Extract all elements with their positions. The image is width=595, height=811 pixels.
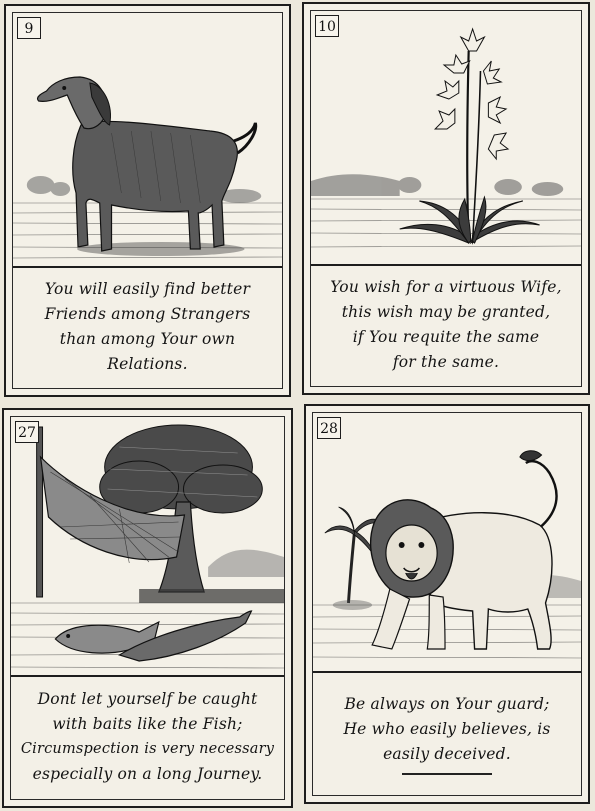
verse-line: Relations. [107, 355, 188, 373]
verse-line: this wish may be granted, [341, 303, 551, 321]
verse-flourish [402, 773, 492, 775]
verse-line: with baits like the Fish; [52, 715, 243, 733]
card-frame [10, 416, 285, 800]
lion-icon [313, 413, 581, 671]
card-verse [311, 264, 581, 386]
verse-line: Be always on Your guard; [344, 694, 550, 713]
verse-line: if You requite the same [352, 328, 540, 346]
dog-icon [13, 13, 282, 266]
verse-line: especially on a long Journey. [32, 765, 263, 783]
verse-line: Circumspection is very necessary [20, 741, 275, 757]
card-28 [304, 404, 590, 804]
verse-line: Dont let yourself be caught [37, 690, 258, 708]
card-number: 9 [17, 17, 41, 39]
card-10 [302, 2, 590, 395]
flowering-plant-icon [311, 11, 581, 264]
card-verse [11, 675, 284, 799]
verse-line: than among Your own [59, 330, 236, 348]
verse-line: for the same. [392, 353, 500, 371]
card-illustration [311, 11, 581, 266]
card-illustration [13, 13, 282, 268]
card-illustration [313, 413, 581, 673]
card-verse [313, 671, 581, 795]
card-frame [312, 412, 582, 796]
verse-line: You will easily find better [44, 280, 251, 298]
card-frame [310, 10, 582, 387]
card-illustration [11, 417, 284, 677]
fishing-net-tree-icon [11, 417, 284, 675]
verse-line: You wish for a virtuous Wife, [330, 278, 562, 296]
verse-line: He who easily believes, is [343, 719, 551, 738]
card-27 [2, 408, 293, 808]
card-frame [12, 12, 283, 389]
verse-line: Friends among Strangers [44, 305, 251, 323]
card-number: 10 [315, 15, 339, 37]
card-verse [13, 266, 282, 388]
card-number: 27 [15, 421, 39, 443]
card-number: 28 [317, 417, 341, 439]
card-9 [4, 4, 291, 397]
verse-line: easily deceived. [383, 744, 511, 763]
